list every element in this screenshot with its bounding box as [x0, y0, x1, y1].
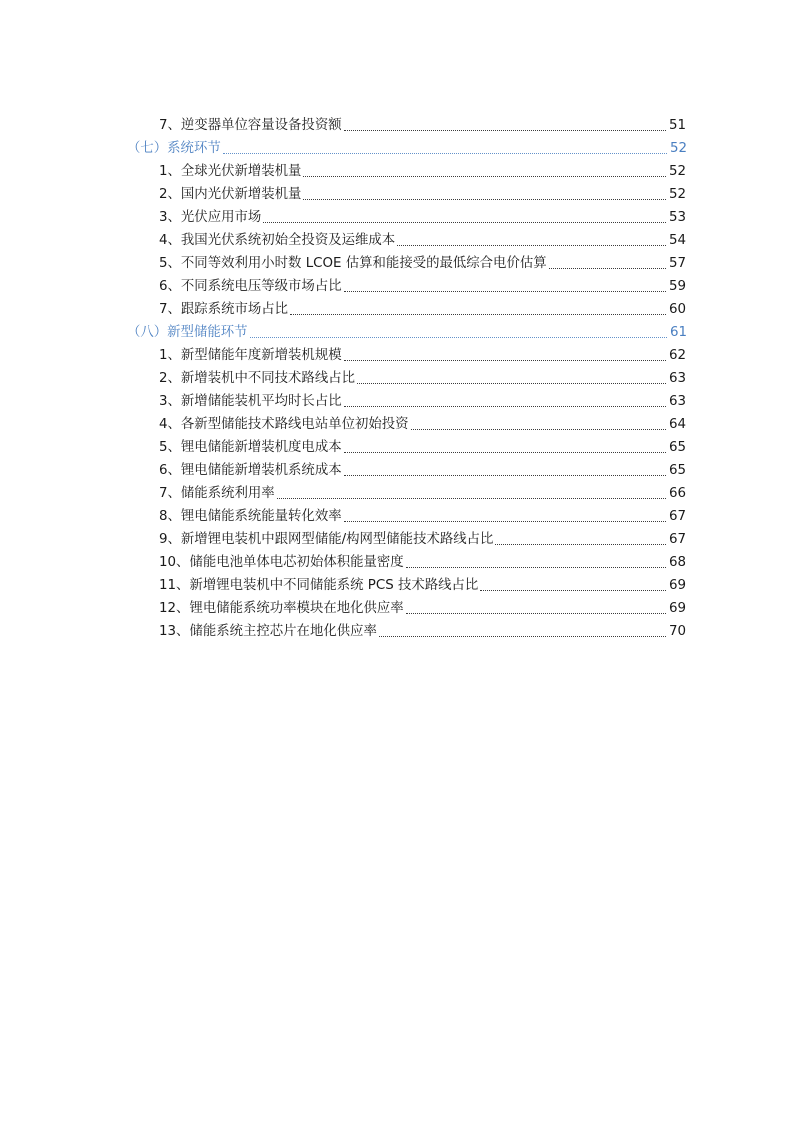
toc-leader-dots — [344, 505, 666, 528]
toc-leader-dots — [344, 436, 666, 459]
toc-leader-dots — [397, 229, 666, 252]
toc-entry[interactable] — [0, 160, 686, 183]
toc-entry[interactable] — [0, 344, 686, 367]
toc-entry-title: 全球光伏新增装机量 — [180, 164, 302, 179]
toc-entry-title: 国内光伏新增装机量 — [180, 187, 302, 202]
toc-entry-number: 8、 — [159, 509, 181, 524]
toc-leader-dots — [549, 252, 666, 275]
toc-entry-title: 新增锂电装机中不同储能系统 PCS 技术路线占比 — [189, 578, 479, 593]
toc-leader-dots — [480, 574, 666, 597]
toc-entry[interactable] — [0, 459, 686, 482]
toc-entry-number: 4、 — [159, 233, 181, 248]
toc-entry-number: 7、 — [159, 302, 181, 317]
toc-page-number: 54 — [668, 233, 686, 248]
toc-entry-title: 锂电储能新增装机系统成本 — [180, 463, 342, 478]
toc-entry[interactable] — [0, 206, 686, 229]
toc-entry-title: 光伏应用市场 — [180, 210, 262, 225]
toc-entry-number: 6、 — [159, 279, 181, 294]
toc-entry-number: 13、 — [159, 624, 190, 639]
toc-entry-number: 5、 — [159, 440, 181, 455]
toc-page-number: 53 — [668, 210, 686, 225]
toc-entry-number: 1、 — [159, 348, 181, 363]
toc-entry-number: 2、 — [159, 187, 181, 202]
toc-leader-dots — [357, 367, 666, 390]
toc-entry-title: 我国光伏系统初始全投资及运维成本 — [180, 233, 396, 248]
toc-entry[interactable] — [0, 574, 686, 597]
toc-entry-number: 3、 — [159, 210, 181, 225]
toc-entry-title: 储能系统主控芯片在地化供应率 — [189, 624, 377, 639]
toc-entry[interactable] — [0, 114, 686, 137]
toc-entry[interactable] — [0, 252, 686, 275]
toc-entry[interactable] — [0, 505, 686, 528]
toc-page-number: 64 — [668, 417, 686, 432]
toc-entry[interactable] — [0, 183, 686, 206]
toc-entry[interactable] — [0, 298, 686, 321]
toc-entry[interactable] — [0, 275, 686, 298]
toc-entry-title: 新增储能装机平均时长占比 — [180, 394, 342, 409]
toc-entry[interactable] — [0, 597, 686, 620]
toc-leader-dots — [344, 390, 666, 413]
toc-page-number: 67 — [668, 532, 686, 547]
toc-entry-title: 储能系统利用率 — [180, 486, 275, 501]
toc-entry-number: 5、 — [159, 256, 181, 271]
toc-entry-number: 1、 — [159, 164, 181, 179]
toc-entry-number: 9、 — [159, 532, 181, 547]
toc-leader-dots — [344, 275, 666, 298]
toc-page-number: 69 — [668, 601, 686, 616]
toc-page-number: 65 — [668, 440, 686, 455]
toc-page-number: 59 — [668, 279, 686, 294]
toc-leader-dots — [303, 183, 666, 206]
toc-page-number: 62 — [668, 348, 686, 363]
toc-page-number: 66 — [668, 486, 686, 501]
toc-leader-dots — [303, 160, 666, 183]
toc-section-number: （八） — [127, 325, 168, 340]
toc-entry-title: 各新型储能技术路线电站单位初始投资 — [180, 417, 409, 432]
toc-entry-title: 锂电储能新增装机度电成本 — [180, 440, 342, 455]
toc-entry[interactable] — [0, 436, 686, 459]
toc-leader-dots — [344, 344, 666, 367]
toc-page-number: 65 — [668, 463, 686, 478]
toc-section-title: 新型储能环节 — [167, 325, 248, 340]
toc-leader-dots — [290, 298, 666, 321]
toc-entry-title: 锂电储能系统能量转化效率 — [180, 509, 342, 524]
toc-entry-title: 新增锂电装机中跟网型储能/构网型储能技术路线占比 — [180, 532, 494, 547]
toc-entry-title: 储能电池单体电芯初始体积能量密度 — [189, 555, 404, 570]
toc-page-number: 52 — [669, 141, 687, 156]
toc-page-number: 52 — [668, 164, 686, 179]
toc-leader-dots — [263, 206, 666, 229]
table-of-contents — [0, 114, 793, 643]
toc-entry-number: 11、 — [159, 578, 190, 593]
toc-page-number: 57 — [668, 256, 686, 271]
toc-entry-number: 2、 — [159, 371, 181, 386]
toc-section-title: 系统环节 — [167, 141, 221, 156]
toc-entry-number: 4、 — [159, 417, 181, 432]
toc-entry[interactable] — [0, 528, 686, 551]
toc-entry-title: 新型储能年度新增装机规模 — [180, 348, 342, 363]
toc-leader-dots — [379, 620, 666, 643]
toc-section-heading[interactable] — [0, 137, 687, 160]
toc-entry-number: 7、 — [159, 486, 181, 501]
toc-section-number: （七） — [127, 141, 168, 156]
toc-page-number: 67 — [668, 509, 686, 524]
toc-page-number: 52 — [668, 187, 686, 202]
toc-entry-number: 12、 — [159, 601, 190, 616]
toc-leader-dots — [495, 528, 666, 551]
toc-page-number: 61 — [669, 325, 687, 340]
toc-entry[interactable] — [0, 551, 686, 574]
toc-entry-title: 逆变器单位容量设备投资额 — [180, 118, 342, 133]
toc-page-number: 68 — [668, 555, 686, 570]
toc-leader-dots — [223, 137, 667, 160]
toc-entry-number: 7、 — [159, 118, 181, 133]
toc-entry-title: 跟踪系统市场占比 — [180, 302, 289, 317]
toc-leader-dots — [411, 413, 666, 436]
toc-entry[interactable] — [0, 229, 686, 252]
toc-entry[interactable] — [0, 367, 686, 390]
toc-leader-dots — [277, 482, 666, 505]
toc-entry-number: 3、 — [159, 394, 181, 409]
toc-section-heading[interactable] — [0, 321, 687, 344]
toc-entry-title: 新增装机中不同技术路线占比 — [180, 371, 355, 386]
toc-entry[interactable] — [0, 390, 686, 413]
toc-entry-title: 不同系统电压等级市场占比 — [180, 279, 342, 294]
toc-leader-dots — [344, 459, 666, 482]
toc-entry-title: 不同等效利用小时数 LCOE 估算和能接受的最低综合电价估算 — [180, 256, 547, 271]
toc-leader-dots — [344, 114, 666, 137]
toc-entry-number: 10、 — [159, 555, 190, 570]
toc-leader-dots — [250, 321, 667, 344]
toc-page-number: 70 — [668, 624, 686, 639]
toc-page-number: 63 — [668, 394, 686, 409]
toc-page-number: 51 — [668, 118, 686, 133]
toc-entry[interactable] — [0, 482, 686, 505]
toc-entry-number: 6、 — [159, 463, 181, 478]
toc-entry[interactable] — [0, 620, 686, 643]
toc-entry[interactable] — [0, 413, 686, 436]
toc-page-number: 69 — [668, 578, 686, 593]
toc-leader-dots — [406, 551, 666, 574]
toc-page-number: 60 — [668, 302, 686, 317]
toc-leader-dots — [406, 597, 666, 620]
toc-entry-title: 锂电储能系统功率模块在地化供应率 — [189, 601, 404, 616]
toc-page-number: 63 — [668, 371, 686, 386]
